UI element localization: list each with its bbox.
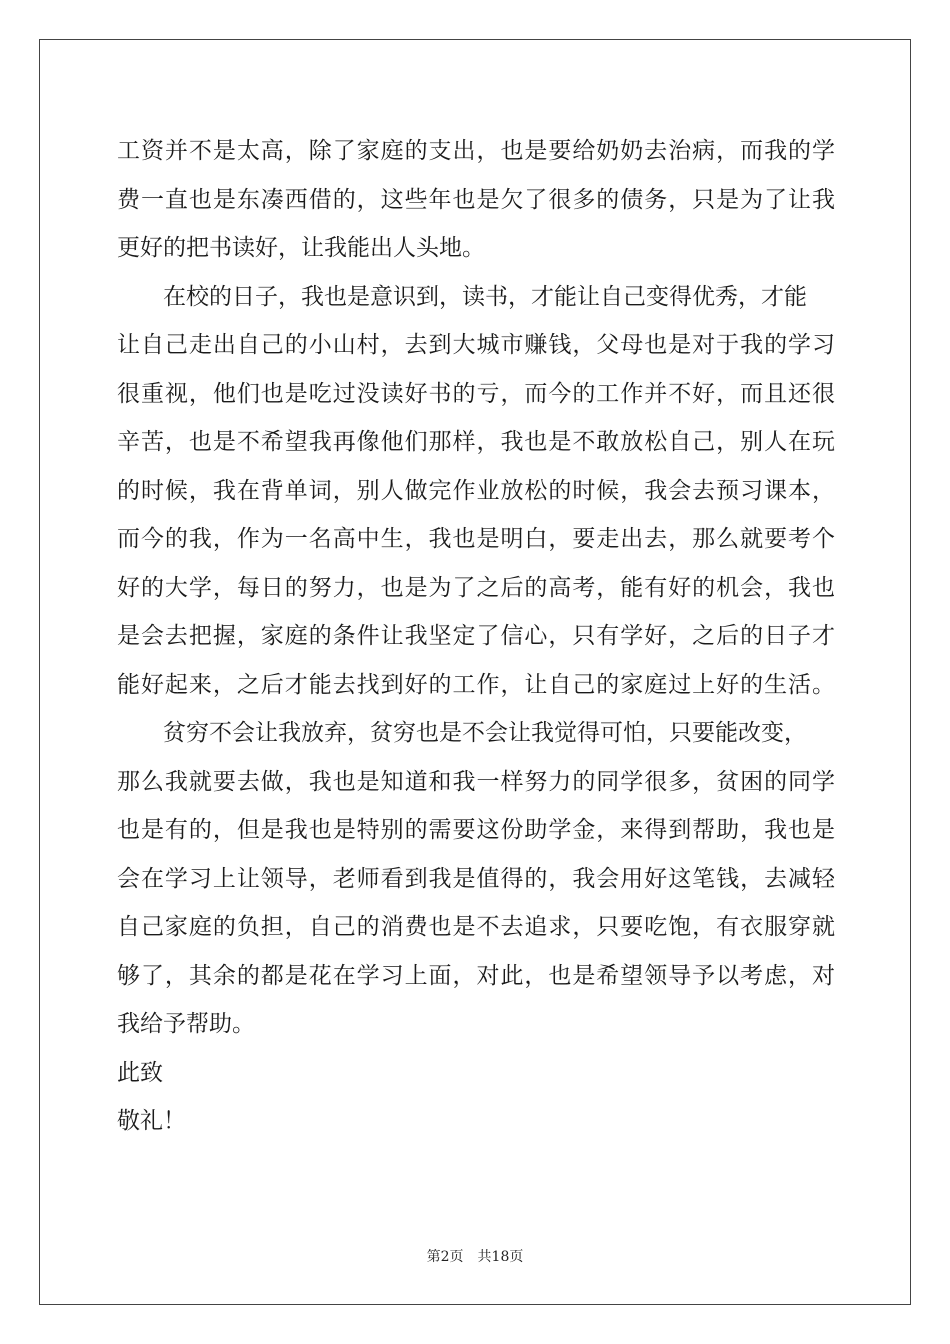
page-number: 第2页 [426, 1249, 464, 1265]
text-line: 贫穷不会让我放弃，贫穷也是不会让我觉得可怕，只要能改变， [163, 720, 807, 746]
text-line: 很重视，他们也是吃过没读好书的亏，而今的工作并不好，而且还很 [117, 380, 835, 407]
closing-regards: 敬礼！ [117, 1108, 186, 1134]
text-line: 让自己走出自己的小山村，去到大城市赚钱，父母也是对于我的学习 [117, 332, 835, 358]
text-line: 好的大学，每日的努力，也是为了之后的高考，能有好的机会，我也 [117, 574, 835, 601]
text-line: 那么我就要去做，我也是知道和我一样努力的同学很多，贫困的同学 [117, 768, 835, 795]
page-total: 共18页 [477, 1249, 524, 1265]
text-line: 而今的我，作为一名高中生，我也是明白，要走出去，那么就要考个 [117, 526, 835, 552]
closing-salutation: 此致 [117, 1059, 163, 1086]
text-line: 更好的把书读好，让我能出人头地。 [117, 235, 485, 261]
text-line: 能好起来，之后才能去找到好的工作，让自己的家庭过上好的生活。 [117, 671, 835, 698]
text-line: 在校的日子，我也是意识到，读书，才能让自己变得优秀，才能 [163, 283, 807, 310]
text-line: 是会去把握，家庭的条件让我坚定了信心，只有学好，之后的日子才 [117, 623, 835, 649]
page-footer [0, 1246, 950, 1266]
text-line: 工资并不是太高，除了家庭的支出，也是要给奶奶去治病，而我的学 [117, 138, 835, 164]
text-line: 费一直也是东凑西借的，这些年也是欠了很多的债务，只是为了让我 [117, 186, 835, 213]
text-line: 自己家庭的负担，自己的消费也是不去追求，只要吃饱，有衣服穿就 [117, 914, 835, 940]
text-line: 够了，其余的都是花在学习上面，对此，也是希望领导予以考虑，对 [117, 962, 835, 989]
text-line: 也是有的，但是我也是特别的需要这份助学金，来得到帮助，我也是 [117, 817, 835, 843]
text-line: 我给予帮助。 [117, 1011, 255, 1037]
text-line: 的时候，我在背单词，别人做完作业放松的时候，我会去预习课本， [117, 477, 835, 504]
text-line: 会在学习上让领导，老师看到我是值得的，我会用好这笔钱，去减轻 [117, 865, 835, 892]
text-line: 辛苦，也是不希望我再像他们那样，我也是不敢放松自己，别人在玩 [117, 429, 835, 455]
document-body [117, 127, 835, 1146]
